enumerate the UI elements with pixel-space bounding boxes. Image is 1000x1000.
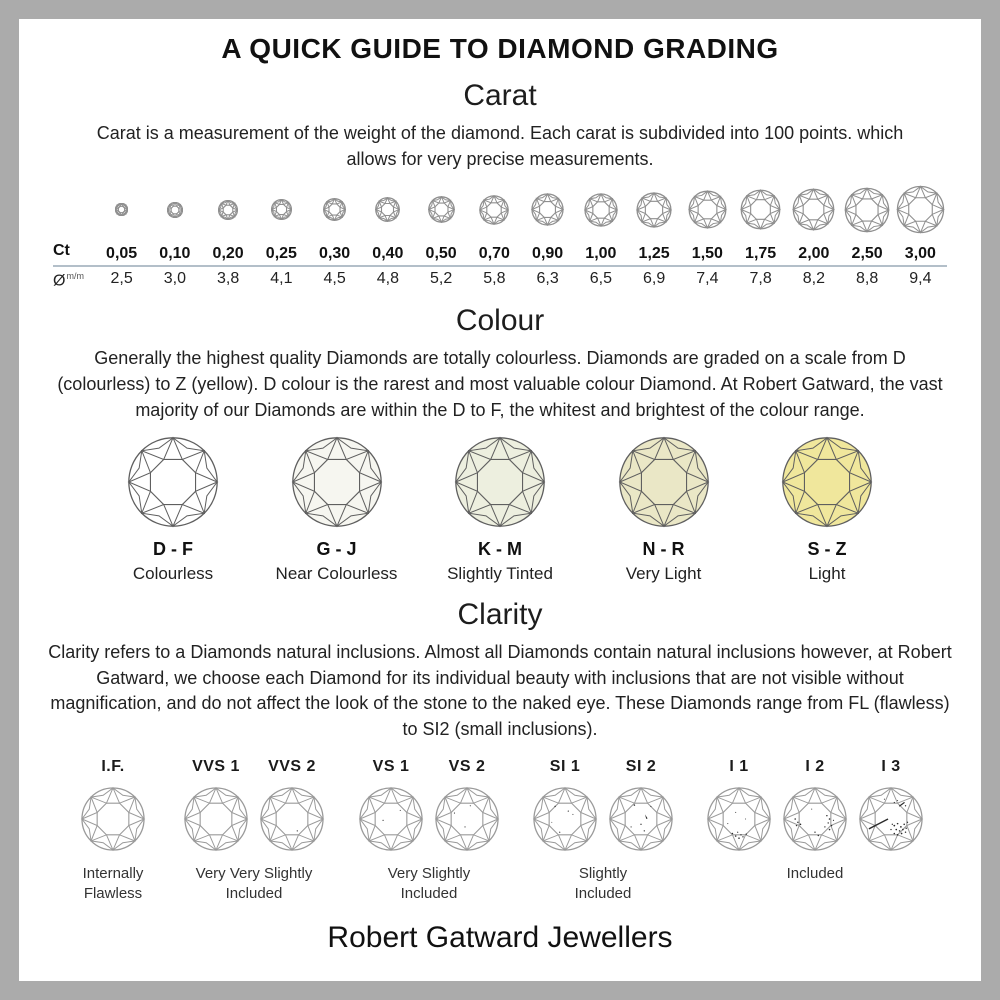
clarity-group-vs (355, 758, 503, 903)
diamond-icon (126, 435, 220, 529)
carat-ct-value: 0,50 (425, 244, 457, 262)
carat-ct-value: 0,70 (478, 244, 510, 262)
carat-ct-value: 1,25 (638, 244, 670, 262)
carat-heading: Carat (463, 79, 537, 112)
diamond-icon (782, 786, 848, 852)
diamond-icon (479, 195, 509, 225)
clarity-stone (605, 758, 677, 852)
diamond-icon (271, 199, 292, 220)
carat-gem-row (53, 182, 947, 242)
diamond-icon (167, 202, 183, 218)
colour-range-label: Slightly Tinted (447, 564, 553, 584)
diamond-icon (780, 435, 874, 529)
brand-footer: Robert Gatward Jewellers (327, 921, 673, 955)
diamond-icon (323, 198, 346, 221)
carat-mm-value: 6,3 (521, 266, 574, 290)
clarity-stone (431, 758, 503, 852)
clarity-stone (355, 758, 427, 852)
clarity-grade-label: I 2 (805, 758, 825, 776)
clarity-stone (855, 758, 927, 852)
carat-mm-value: 3,0 (148, 266, 201, 290)
colour-range-label: Near Colourless (275, 564, 398, 584)
clarity-grade-label: SI 1 (549, 758, 581, 776)
diamond-icon (80, 786, 146, 852)
clarity-stone (703, 758, 775, 852)
diamond-icon (608, 786, 674, 852)
carat-mm-value: 8,2 (787, 266, 840, 290)
diamond-icon (584, 193, 618, 227)
carat-ct-value: 0,30 (319, 244, 351, 262)
carat-ct-value: 0,10 (159, 244, 191, 262)
diamond-icon (434, 786, 500, 852)
carat-mm-value: 7,4 (681, 266, 734, 290)
clarity-heading: Clarity (457, 598, 543, 632)
diamond-icon (688, 190, 727, 229)
clarity-stone (779, 758, 851, 852)
clarity-grade-label: SI 2 (625, 758, 657, 776)
diamond-icon (636, 192, 672, 228)
diamond-icon (740, 189, 781, 230)
carat-ct-value: 1,75 (745, 244, 777, 262)
colour-range: D - F (153, 539, 193, 560)
clarity-description: Clarity refers to a Diamonds natural inclusions. Almost all Diamonds contain natural inclusions however, at Robert Gatward, we choose each Diamond for its individual beauty with inclusions that are not visible without magnification, and do not affect the look of the stone to the naked eye. These Diamonds range from FL (flawless) to SI2 (small inclusions). (48, 642, 952, 739)
colour-range-label: Colourless (132, 564, 214, 584)
carat-ct-value: 0,20 (212, 244, 244, 262)
carat-ct-value: 0,40 (372, 244, 404, 262)
colour-range: G - J (316, 539, 357, 560)
diamond-icon (428, 196, 455, 223)
clarity-stone (256, 758, 328, 852)
clarity-grade-label: VS 1 (372, 758, 410, 776)
clarity-group-si (529, 758, 677, 903)
carat-ct-value: 1,00 (585, 244, 617, 262)
carat-mm-value: 3,8 (202, 266, 255, 290)
carat-ct-value: 3,00 (904, 244, 936, 262)
carat-ct-value: 0,05 (106, 244, 138, 262)
clarity-group-label: Internally Flawless (82, 865, 144, 902)
carat-mm-value: 9,4 (894, 266, 947, 290)
carat-mm-value: 4,5 (308, 266, 361, 290)
clarity-stone (180, 758, 252, 852)
carat-mm-value: 5,8 (468, 266, 521, 290)
clarity-group-label: Included (786, 865, 844, 883)
clarity-group-label: Very Very Slightly Included (195, 865, 313, 902)
diamond-icon (358, 786, 424, 852)
page-title: A QUICK GUIDE TO DIAMOND GRADING (221, 33, 779, 64)
diamond-icon (896, 185, 945, 234)
carat-mm-value: 6,9 (628, 266, 681, 290)
colour-description: Generally the highest quality Diamonds are totally colourless. Diamonds are graded on a scale from D (colourless) to Z (yellow). D colour is the rarest and most valuable colour Diamond. At Robert Gatward, the vast majority of our Diamonds are within the D to F, the whitest and brightest of the colour range. (57, 348, 943, 420)
clarity-group-i (703, 758, 927, 903)
colour-grade-card (93, 435, 253, 584)
carat-ct-value: 0,90 (532, 244, 564, 262)
diamond-icon (115, 203, 128, 216)
carat-mm-value: 5,2 (415, 266, 468, 290)
carat-ct-value: 2,50 (851, 244, 883, 262)
diamond-icon (532, 786, 598, 852)
colour-grade-card (257, 435, 417, 584)
carat-mm-value: 4,8 (361, 266, 414, 290)
colour-grade-row (35, 435, 965, 584)
colour-range-label: Light (808, 564, 846, 584)
diamond-icon (375, 197, 400, 222)
carat-mm-value: 2,5 (95, 266, 148, 290)
carat-ct-label: Ct (53, 242, 70, 260)
diamond-icon (792, 188, 835, 231)
diamond-icon (617, 435, 711, 529)
carat-mm-value: 4,1 (255, 266, 308, 290)
clarity-group-label: Slightly Included (574, 865, 632, 902)
diamond-icon (259, 786, 325, 852)
carat-mm-value: 6,5 (574, 266, 627, 290)
diamond-icon (183, 786, 249, 852)
carat-ct-value: 0,25 (265, 244, 297, 262)
carat-mm-value: 8,8 (841, 266, 894, 290)
carat-ct-row (53, 242, 947, 266)
carat-description: Carat is a measurement of the weight of the diamond. Each carat is subdivided into 100 points. which allows for very precise measurements. (96, 123, 904, 169)
diamond-icon (531, 193, 564, 226)
clarity-stone (77, 758, 149, 852)
clarity-group-if (73, 758, 153, 903)
clarity-grade-label: VVS 1 (192, 758, 240, 776)
carat-diameter-row (53, 266, 947, 290)
clarity-grade-label: VVS 2 (268, 758, 316, 776)
carat-diameter-label: $Ø^{m/m}$ (53, 266, 95, 290)
diamond-icon (218, 200, 238, 220)
colour-grade-card (747, 435, 907, 584)
colour-range: S - Z (807, 539, 847, 560)
carat-size-table (53, 182, 947, 290)
clarity-grade-label: I 1 (729, 758, 749, 776)
clarity-grade-label: I.F. (101, 758, 125, 776)
carat-gem-row-spacer (53, 182, 95, 242)
carat-ct-value: 1,50 (691, 244, 723, 262)
colour-grade-card (420, 435, 580, 584)
diamond-icon (706, 786, 772, 852)
carat-ct-value: 2,00 (798, 244, 830, 262)
poster-sheet (19, 19, 981, 981)
diamond-icon (858, 786, 924, 852)
diamond-icon (453, 435, 547, 529)
clarity-grade-row (35, 758, 965, 903)
clarity-group-label: Very Slightly Included (387, 865, 471, 902)
clarity-stone (529, 758, 601, 852)
colour-grade-card (584, 435, 744, 584)
clarity-group-vvs (179, 758, 329, 903)
clarity-grade-label: VS 2 (448, 758, 486, 776)
colour-range: K - M (478, 539, 522, 560)
carat-mm-value: 7,8 (734, 266, 787, 290)
diameter-unit: m/m (66, 271, 84, 282)
colour-heading: Colour (455, 304, 545, 338)
clarity-grade-label: I 3 (881, 758, 901, 776)
colour-range-label: Very Light (625, 564, 702, 584)
diamond-icon (844, 187, 890, 233)
diamond-icon (290, 435, 384, 529)
colour-range: N - R (642, 539, 685, 560)
